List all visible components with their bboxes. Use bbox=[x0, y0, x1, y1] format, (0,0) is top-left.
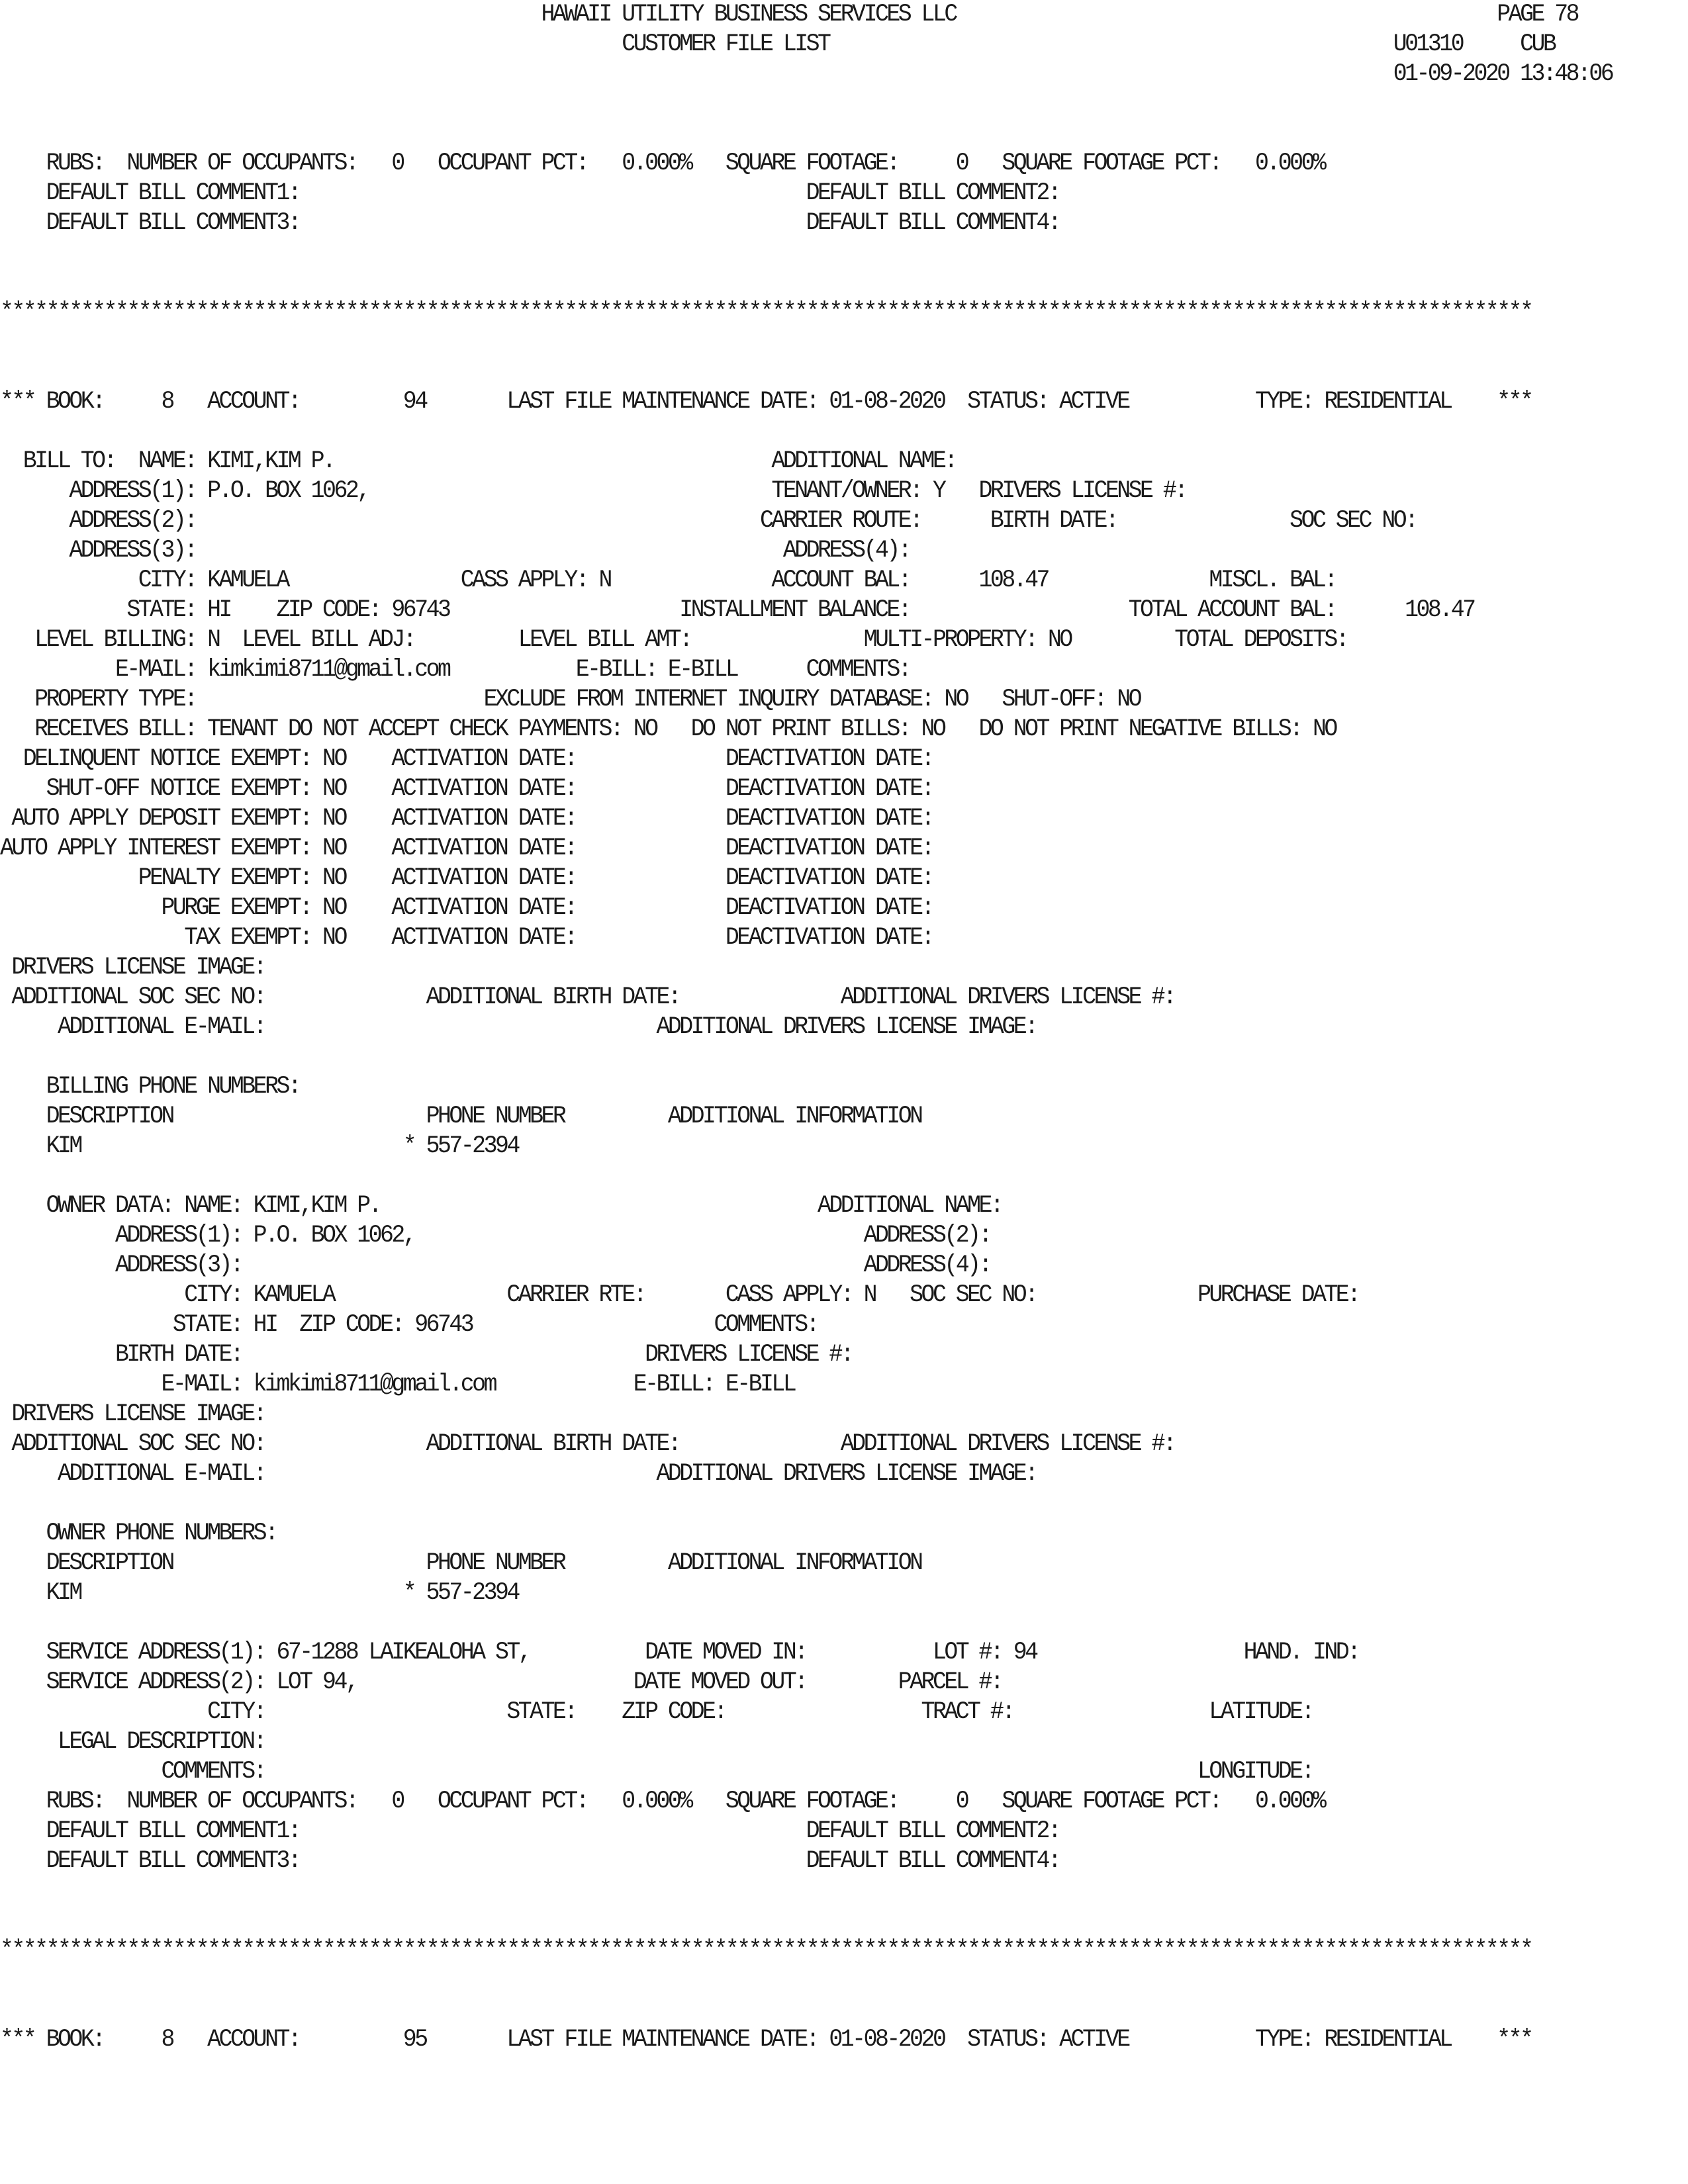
service-address2-line: SERVICE ADDRESS(2): LOT 94, DATE MOVED OUT: PARCEL #: bbox=[0, 1668, 1002, 1696]
owner-email-line: E-MAIL: kimkimi8711@gmail.com E-BILL: E-BILL bbox=[0, 1371, 795, 1398]
bill-to-address3-line: ADDRESS(3): ADDRESS(4): bbox=[0, 537, 910, 565]
owner-state-line: STATE: HI ZIP CODE: 96743 COMMENTS: bbox=[0, 1311, 818, 1339]
receives-bill-line: RECEIVES BILL: TENANT DO NOT ACCEPT CHECK PAYMENTS: NO DO NOT PRINT BILLS: NO DO NOT PRINT NEGATIVE BILLS: NO bbox=[0, 715, 1336, 743]
property-type-line: PROPERTY TYPE: EXCLUDE FROM INTERNET INQUIRY DATABASE: NO SHUT-OFF: NO bbox=[0, 686, 1141, 713]
owner-city-line: CITY: KAMUELA CARRIER RTE: CASS APPLY: N SOC SEC NO: PURCHASE DATE: bbox=[0, 1281, 1359, 1309]
account-header-line: *** BOOK: 8 ACCOUNT: 94 LAST FILE MAINTENANCE DATE: 01-08-2020 STATUS: ACTIVE TYPE: RESIDENTIAL *** bbox=[0, 388, 1532, 416]
asterisk-separator: ************************************************************************************************************************************* bbox=[0, 1936, 1532, 1964]
additional-soc-sec-line: ADDITIONAL SOC SEC NO: ADDITIONAL BIRTH DATE: ADDITIONAL DRIVERS LICENSE #: bbox=[0, 1430, 1175, 1458]
exempt-line: AUTO APPLY DEPOSIT EXEMPT: NO ACTIVATION DATE: DEACTIVATION DATE: bbox=[0, 805, 933, 833]
owner-address3-line: ADDRESS(3): ADDRESS(4): bbox=[0, 1251, 990, 1279]
phone-table-row: KIM * 557-2394 bbox=[0, 1132, 518, 1160]
bill-to-name-line: BILL TO: NAME: KIMI,KIM P. ADDITIONAL NAME: bbox=[0, 447, 956, 475]
exempt-line: TAX EXEMPT: NO ACTIVATION DATE: DEACTIVATION DATE: bbox=[0, 924, 933, 952]
billing-phone-numbers-heading: BILLING PHONE NUMBERS: bbox=[0, 1073, 300, 1101]
default-bill-comment-line: DEFAULT BILL COMMENT1: DEFAULT BILL COMMENT2: bbox=[0, 179, 1060, 207]
additional-soc-sec-line: ADDITIONAL SOC SEC NO: ADDITIONAL BIRTH DATE: ADDITIONAL DRIVERS LICENSE #: bbox=[0, 983, 1175, 1011]
drivers-license-image-line: DRIVERS LICENSE IMAGE: bbox=[0, 1400, 265, 1428]
account-header-line: *** BOOK: 8 ACCOUNT: 95 LAST FILE MAINTENANCE DATE: 01-08-2020 STATUS: ACTIVE TYPE: RESIDENTIAL *** bbox=[0, 2026, 1532, 2054]
exempt-line: PENALTY EXEMPT: NO ACTIVATION DATE: DEACTIVATION DATE: bbox=[0, 864, 933, 892]
exempt-line: SHUT-OFF NOTICE EXEMPT: NO ACTIVATION DATE: DEACTIVATION DATE: bbox=[0, 775, 933, 803]
phone-table-header: DESCRIPTION PHONE NUMBER ADDITIONAL INFORMATION bbox=[0, 1103, 921, 1130]
exempt-line: PURGE EXEMPT: NO ACTIVATION DATE: DEACTIVATION DATE: bbox=[0, 894, 933, 922]
legal-description-line: LEGAL DESCRIPTION: bbox=[0, 1728, 265, 1756]
phone-table-header: DESCRIPTION PHONE NUMBER ADDITIONAL INFORMATION bbox=[0, 1549, 921, 1577]
owner-phone-numbers-heading: OWNER PHONE NUMBERS: bbox=[0, 1520, 277, 1547]
service-address1-line: SERVICE ADDRESS(1): 67-1288 LAIKEALOHA ST, DATE MOVED IN: LOT #: 94 HAND. IND: bbox=[0, 1639, 1359, 1666]
bill-to-city-line: CITY: KAMUELA CASS APPLY: N ACCOUNT BAL: 108.47 MISCL. BAL: bbox=[0, 567, 1336, 594]
phone-table-row: KIM * 557-2394 bbox=[0, 1579, 518, 1607]
service-comments-line: COMMENTS: LONGITUDE: bbox=[0, 1758, 1313, 1786]
default-bill-comment-line: DEFAULT BILL COMMENT1: DEFAULT BILL COMMENT2: bbox=[0, 1817, 1060, 1845]
bill-to-state-line: STATE: HI ZIP CODE: 96743 INSTALLMENT BALANCE: TOTAL ACCOUNT BAL: 108.47 bbox=[0, 596, 1474, 624]
additional-email-line: ADDITIONAL E-MAIL: ADDITIONAL DRIVERS LICENSE IMAGE: bbox=[0, 1013, 1037, 1041]
exempt-line: AUTO APPLY INTEREST EXEMPT: NO ACTIVATION DATE: DEACTIVATION DATE: bbox=[0, 835, 933, 862]
default-bill-comment-line: DEFAULT BILL COMMENT3: DEFAULT BILL COMMENT4: bbox=[0, 1847, 1060, 1875]
additional-email-line: ADDITIONAL E-MAIL: ADDITIONAL DRIVERS LICENSE IMAGE: bbox=[0, 1460, 1037, 1488]
bill-to-address1-line: ADDRESS(1): P.O. BOX 1062, TENANT/OWNER: Y DRIVERS LICENSE #: bbox=[0, 477, 1186, 505]
default-bill-comment-line: DEFAULT BILL COMMENT3: DEFAULT BILL COMMENT4: bbox=[0, 209, 1060, 237]
bill-to-address2-line: ADDRESS(2): CARRIER ROUTE: BIRTH DATE: SOC SEC NO: bbox=[0, 507, 1417, 535]
service-city-line: CITY: STATE: ZIP CODE: TRACT #: LATITUDE: bbox=[0, 1698, 1313, 1726]
exempt-line: DELINQUENT NOTICE EXEMPT: NO ACTIVATION DATE: DEACTIVATION DATE: bbox=[0, 745, 933, 773]
report-header-timestamp-line: 01-09-2020 13:48:06 bbox=[0, 60, 1613, 88]
report-header-title-line: CUSTOMER FILE LIST U01310 CUB bbox=[0, 30, 1555, 58]
rubs-line: RUBS: NUMBER OF OCCUPANTS: 0 OCCUPANT PCT: 0.000% SQUARE FOOTAGE: 0 SQUARE FOOTAGE PCT: 0.000% bbox=[0, 150, 1325, 177]
report-header-company-line: HAWAII UTILITY BUSINESS SERVICES LLC PAGE 78 bbox=[0, 1, 1578, 28]
rubs-line: RUBS: NUMBER OF OCCUPANTS: 0 OCCUPANT PCT: 0.000% SQUARE FOOTAGE: 0 SQUARE FOOTAGE PCT: 0.000% bbox=[0, 1788, 1325, 1815]
level-billing-line: LEVEL BILLING: N LEVEL BILL ADJ: LEVEL BILL AMT: MULTI-PROPERTY: NO TOTAL DEPOSITS: bbox=[0, 626, 1348, 654]
asterisk-separator: ************************************************************************************************************************************* bbox=[0, 298, 1532, 326]
owner-address1-line: ADDRESS(1): P.O. BOX 1062, ADDRESS(2): bbox=[0, 1222, 990, 1250]
drivers-license-image-line: DRIVERS LICENSE IMAGE: bbox=[0, 954, 265, 981]
owner-birth-date-line: BIRTH DATE: DRIVERS LICENSE #: bbox=[0, 1341, 853, 1369]
bill-to-email-line: E-MAIL: kimkimi8711@gmail.com E-BILL: E-BILL COMMENTS: bbox=[0, 656, 910, 684]
owner-data-name-line: OWNER DATA: NAME: KIMI,KIM P. ADDITIONAL NAME: bbox=[0, 1192, 1002, 1220]
